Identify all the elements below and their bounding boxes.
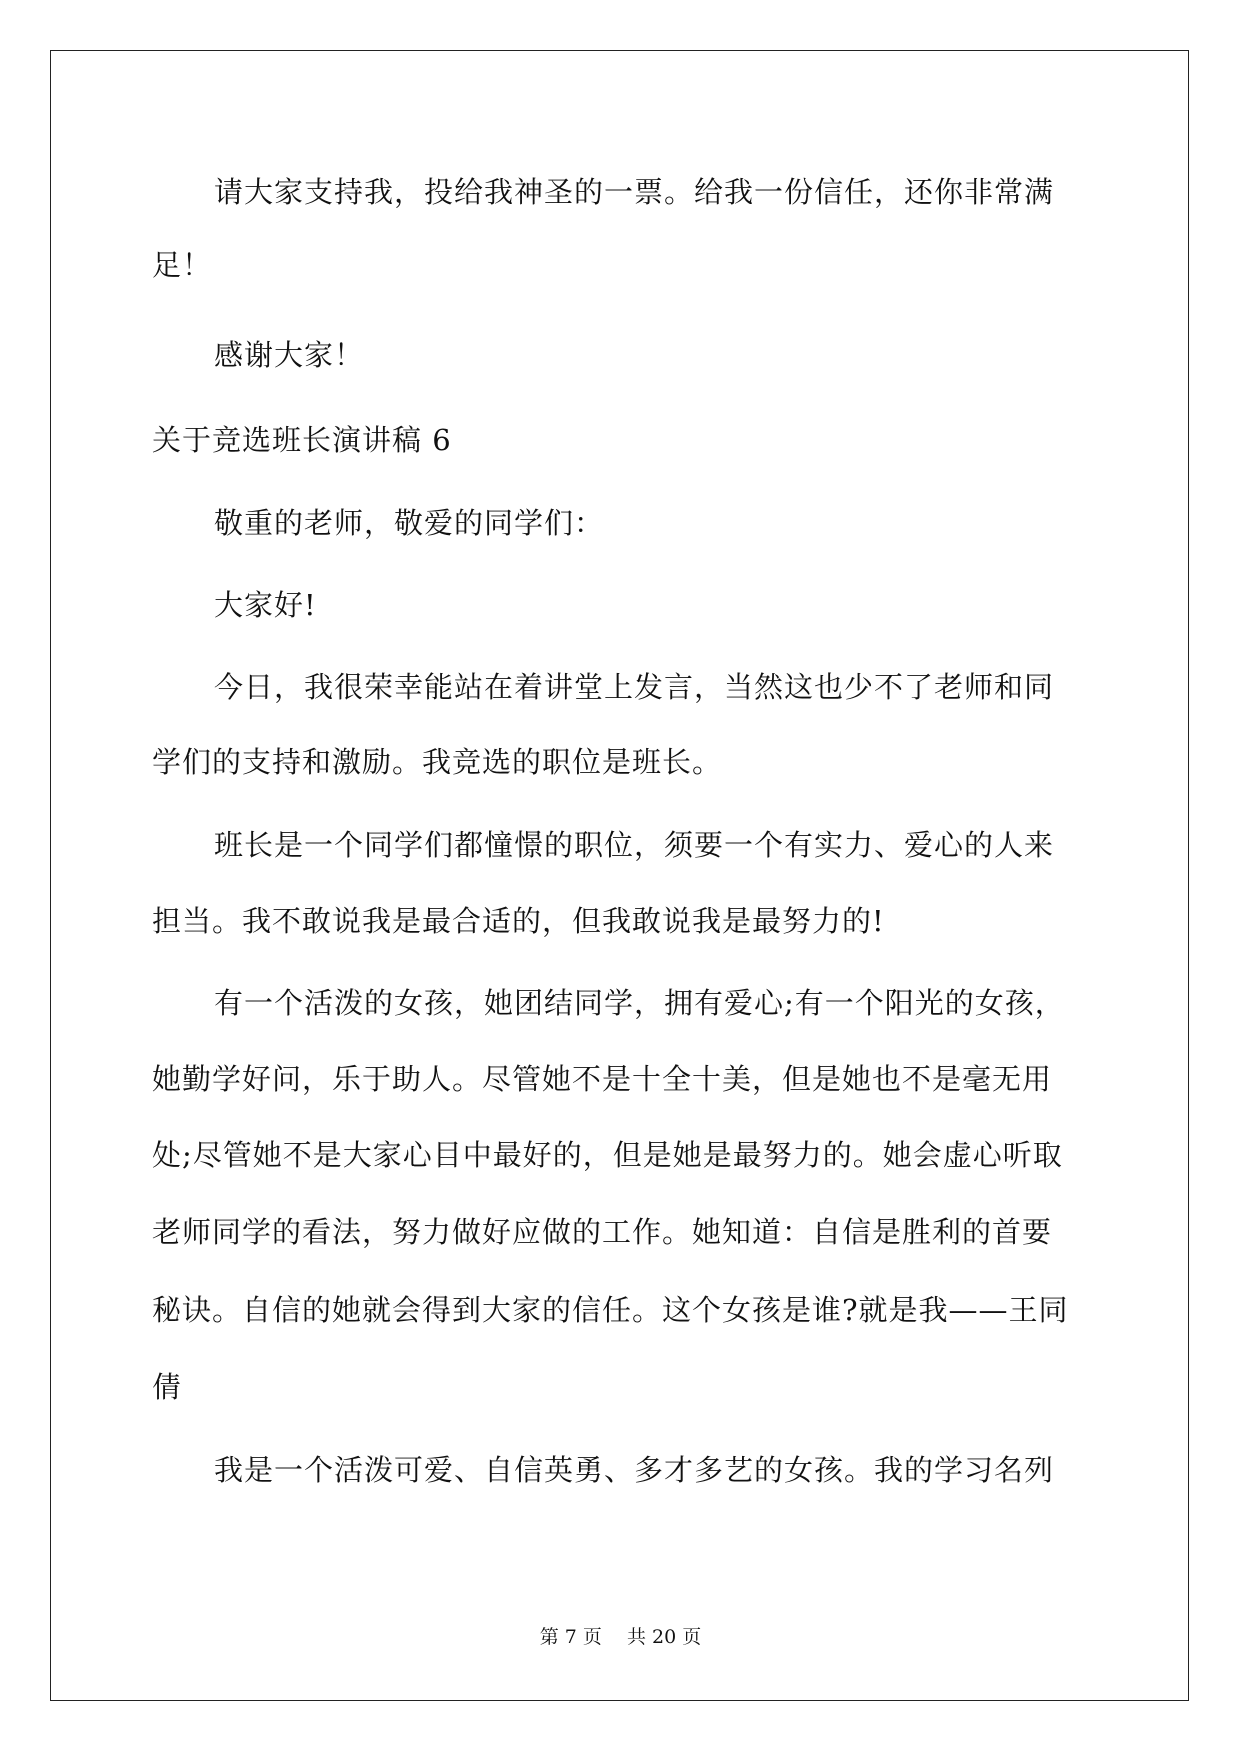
paragraph-line: 老师同学的看法，努力做好应做的工作。她知道：自信是胜利的首要 <box>152 1215 1053 1249</box>
paragraph-line: 感谢大家！ <box>214 338 365 372</box>
paragraph-line: 敬重的老师，敬爱的同学们： <box>214 506 605 540</box>
paragraph-line: 担当。我不敢说我是最合适的，但我敢说我是最努力的! <box>152 904 885 938</box>
paragraph-line: 有一个活泼的女孩，她团结同学，拥有爱心;有一个阳光的女孩， <box>214 986 1065 1020</box>
paragraph-line: 今日，我很荣幸能站在着讲堂上发言，当然这也少不了老师和同 <box>214 670 1055 704</box>
section-heading: 关于竞选班长演讲稿 6 <box>152 423 452 457</box>
page-footer <box>0 1625 1241 1649</box>
paragraph-line: 她勤学好问，乐于助人。尽管她不是十全十美，但是她也不是毫无用 <box>152 1062 1053 1096</box>
paragraph-line: 秘诀。自信的她就会得到大家的信任。这个女孩是谁?就是我——王同 <box>152 1293 1069 1327</box>
paragraph-line: 我是一个活泼可爱、自信英勇、多才多艺的女孩。我的学习名列 <box>214 1453 1055 1487</box>
paragraph-line: 大家好! <box>214 588 317 622</box>
paragraph-line: 请大家支持我，投给我神圣的一票。给我一份信任，还你非常满 <box>214 175 1055 209</box>
paragraph-line: 足！ <box>152 248 213 282</box>
paragraph-line: 倩 <box>152 1370 183 1404</box>
paragraph-line: 班长是一个同学们都憧憬的职位，须要一个有实力、爱心的人来 <box>214 828 1055 862</box>
page-number: 第 7 页 共 20 页 <box>539 1626 702 1648</box>
paragraph-line: 处;尽管她不是大家心目中最好的，但是她是最努力的。她会虚心听取 <box>152 1138 1063 1172</box>
paragraph-line: 学们的支持和激励。我竞选的职位是班长。 <box>152 745 723 779</box>
